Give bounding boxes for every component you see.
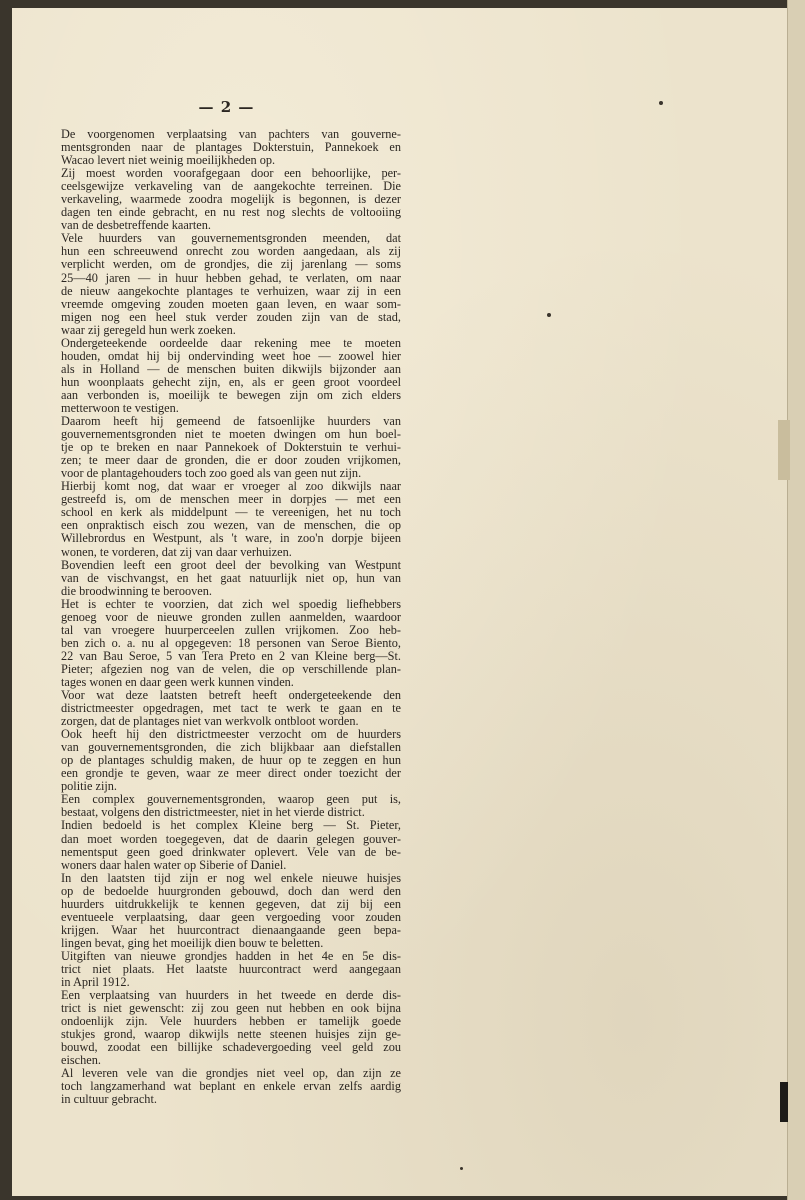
paragraph <box>61 559 401 598</box>
text-line: Vele huurders van gouvernementsgronden meenden, dat <box>61 231 401 246</box>
text-line: Al leveren vele van die grondjes niet veel op, dan zijn ze <box>61 1066 401 1081</box>
text-line: dagen ten einde gebracht, en nu rest nog slechts de voltooiing <box>61 205 401 220</box>
text-line: van de vischvangst, en het gaat natuurlijk niet op, hun van <box>61 570 401 585</box>
paragraph <box>61 232 401 336</box>
text-line: Wacao levert niet weinig moeilijkheden op. <box>61 153 276 168</box>
text-line: verkaveling, waarmede zoodra mogelijk is begonnen, is dezer <box>61 192 401 207</box>
paragraph <box>61 728 401 793</box>
text-line: hun een schreeuwend onrecht zou worden aangedaan, als zij <box>61 244 401 259</box>
text-line: de nieuw aangekochte plantages te verhuizen, waar zij in een <box>61 283 401 298</box>
text-line: in April 1912. <box>61 975 130 990</box>
text-line: zorgen, dat de plantages niet van werkvolk ontbloot worden. <box>61 714 359 729</box>
text-line: die broodwinning te berooven. <box>61 583 212 598</box>
text-line: ondoenlijk zijn. Vele huurders hebben er tamelijk goede <box>61 1014 401 1029</box>
text-line: voor de plantagehouders toch zoo goed als van geen nut zijn. <box>61 466 362 481</box>
text-line: nementsput geen goed drinkwater oplevert. Vele van de be- <box>61 844 401 859</box>
paragraph <box>61 415 401 480</box>
text-line: in cultuur gebracht. <box>61 1092 157 1107</box>
text-line: tje op te breken en naar Pannekoek of Dokterstuin te verhui- <box>61 440 401 455</box>
text-line: als in Holland — de menschen buiten dikwijls bijzonder aan <box>61 361 401 376</box>
paragraph <box>61 480 401 558</box>
text-line: politie zijn. <box>61 779 118 794</box>
text-line: lingen bevat, ging het moeilijk dien bouw te beletten. <box>61 935 324 950</box>
text-line: Uitgiften van nieuwe grondjes hadden in het 4e en 5e dis- <box>61 948 401 963</box>
text-line: gestreefd is, om de menschen meer in dorpjes — met een <box>61 492 401 507</box>
text-line: 22 van Bau Seroe, 5 van Tera Preto en 2 van Kleine berg—St. <box>61 648 401 663</box>
paragraph <box>61 598 401 689</box>
text-line: op de plantages schuldig maken, de huur op te zeggen en hun <box>61 753 401 768</box>
text-line: bestaat, volgens den districtmeester, niet in het vierde district. <box>61 805 365 820</box>
text-line: stukjes grond, waarop dikwijls nette steenen huisjes zijn ge- <box>61 1027 401 1042</box>
text-line: Ondergeteekende oordeelde daar rekening mee te moeten <box>61 335 401 350</box>
page-number: — 2 — <box>198 98 255 116</box>
text-line: districtmeester opgedragen, met tact te werk te gaan en te <box>61 701 401 716</box>
text-line: trict is niet gewenscht: zij zou geen nut hebben en ook bijna <box>61 1001 401 1016</box>
text-line: gouvernementsgronden niet te moeten dwingen om hun boel- <box>61 427 401 442</box>
text-line: een grondje te geven, waar ze meer direct onder toezicht der <box>61 766 401 781</box>
paragraph <box>61 872 401 950</box>
text-line: Hierbij komt nog, dat waar er vroeger al zoo dikwijls naar <box>61 479 401 494</box>
paragraph <box>61 793 401 819</box>
text-line: migen nog een heel stuk verder zouden zijn van de stad, <box>61 309 401 324</box>
text-line: Bovendien leeft een groot deel der bevolking van Westpunt <box>61 557 401 572</box>
text-line: 25—40 jaren — in huur hebben gehad, te verlaten, om naar <box>61 270 401 285</box>
text-line: Pieter; afgezien nog van de velen, die op verschillende plan- <box>61 661 401 676</box>
paragraph <box>61 950 401 989</box>
text-line: huurders uitdrukkelijk te kennen gegeven, dat zij bij een <box>61 896 401 911</box>
text-line: krijgen. Waar het huurcontract dienaangaande geen bepa- <box>61 922 401 937</box>
paragraph <box>61 689 401 728</box>
text-line: genoeg voor de nieuwe gronden zullen aanmelden, waardoor <box>61 609 401 624</box>
text-line: hun woonplaats gehecht zijn, en, als er geen groot voordeel <box>61 374 401 389</box>
text-line: waar zij geregeld hun werk zoeken. <box>61 322 236 337</box>
text-line: woners daar halen water op Siberie of Daniel. <box>61 857 287 872</box>
text-line: tal van vroegere huurperceelen zullen vrijkomen. Zoo heb- <box>61 622 401 637</box>
text-line: een onpraktisch eisch zou wezen, van de menschen, die op <box>61 518 401 533</box>
text-line: toch langzamerhand wat beplant en enkele ervan zelfs aardig <box>61 1079 401 1094</box>
text-line: Het is echter te voorzien, dat zich wel spoedig liefhebbers <box>61 596 401 611</box>
text-line: op de bedoelde huurgronden gebouwd, doch dan werd den <box>61 883 401 898</box>
body-text <box>61 128 401 1107</box>
text-line: van gouvernementsgronden, die zich blijkbaar aan diefstallen <box>61 740 401 755</box>
text-line: Een verplaatsing van huurders in het tweede en derde dis- <box>61 988 401 1003</box>
paragraph <box>61 337 401 415</box>
text-line: Een complex gouvernementsgronden, waarop geen put is, <box>61 792 401 807</box>
text-line: De voorgenomen verplaatsing van pachters van gouverne- <box>61 127 401 141</box>
text-line: tages wonen en daar geen werk kunnen vinden. <box>61 674 294 689</box>
paragraph <box>61 1067 401 1106</box>
text-line: mentsgronden naar de plantages Dokterstuin, Pannekoek en <box>61 140 401 155</box>
ink-speck <box>659 101 663 105</box>
text-line: wonen, te vorderen, dat zij van daar verhuizen. <box>61 544 292 559</box>
text-line: Willebrordus en Westpunt, als 't ware, in zoo'n dorpje bijeen <box>61 531 401 546</box>
text-line: houden, omdat hij bij ondervinding weet hoe — zoowel hier <box>61 348 401 363</box>
text-line: Daarom heeft hij gemeend de fatsoenlijke huurders van <box>61 414 401 429</box>
text-line: Indien bedoeld is het complex Kleine berg — St. Pieter, <box>61 818 401 833</box>
binding-mark <box>780 1082 788 1122</box>
text-line: In den laatsten tijd zijn er nog wel enkele nieuwe huisjes <box>61 870 401 885</box>
paragraph <box>61 167 401 232</box>
adjacent-page-edge <box>787 0 805 1200</box>
text-line: ben zich o. a. nu al opgegeven: 18 personen van Seroe Biento, <box>61 635 401 650</box>
paragraph <box>61 128 401 167</box>
text-line: Voor wat deze laatsten betreft heeft ondergeteekende den <box>61 688 401 703</box>
text-line: zen; te meer daar de gronden, die er door zouden vrijkomen, <box>61 453 401 468</box>
text-line: verplicht werden, om de grondjes, die zij jarenlang — soms <box>61 257 401 272</box>
text-line: ceelsgewijze verkaveling van de aangekochte terreinen. Die <box>61 179 401 194</box>
paragraph <box>61 819 401 871</box>
page-edge-tab <box>778 420 790 480</box>
text-line: aan verbonden is, moeilijk te bewegen zijn om zich elders <box>61 387 401 402</box>
text-line: eischen. <box>61 1053 101 1068</box>
paragraph <box>61 989 401 1067</box>
ink-speck <box>547 313 551 317</box>
text-line: school en kerk als middelpunt — te vereenigen, het nu toch <box>61 505 401 520</box>
text-line: trict niet plaats. Het laatste huurcontract werd aangegaan <box>61 962 401 976</box>
ink-speck <box>460 1167 463 1170</box>
text-line: dan moet worden toegegeven, dat de daarin gelegen gouver- <box>61 831 401 846</box>
text-line: bouwd, zoodat een billijke schadevergoeding veel geld zou <box>61 1040 401 1055</box>
text-line: van de desbetreffende kaarten. <box>61 218 211 233</box>
text-line: vreemde omgeving zouden moeten gaan leven, en waar som- <box>61 296 401 311</box>
text-line: metterwoon te vestigen. <box>61 400 179 415</box>
text-line: eventueele verplaatsing, daar geen vergoeding voor zouden <box>61 909 401 924</box>
text-line: Zij moest worden voorafgegaan door een behoorlijke, per- <box>61 166 401 181</box>
text-line: Ook heeft hij den districtmeester verzocht om de huurders <box>61 727 401 742</box>
